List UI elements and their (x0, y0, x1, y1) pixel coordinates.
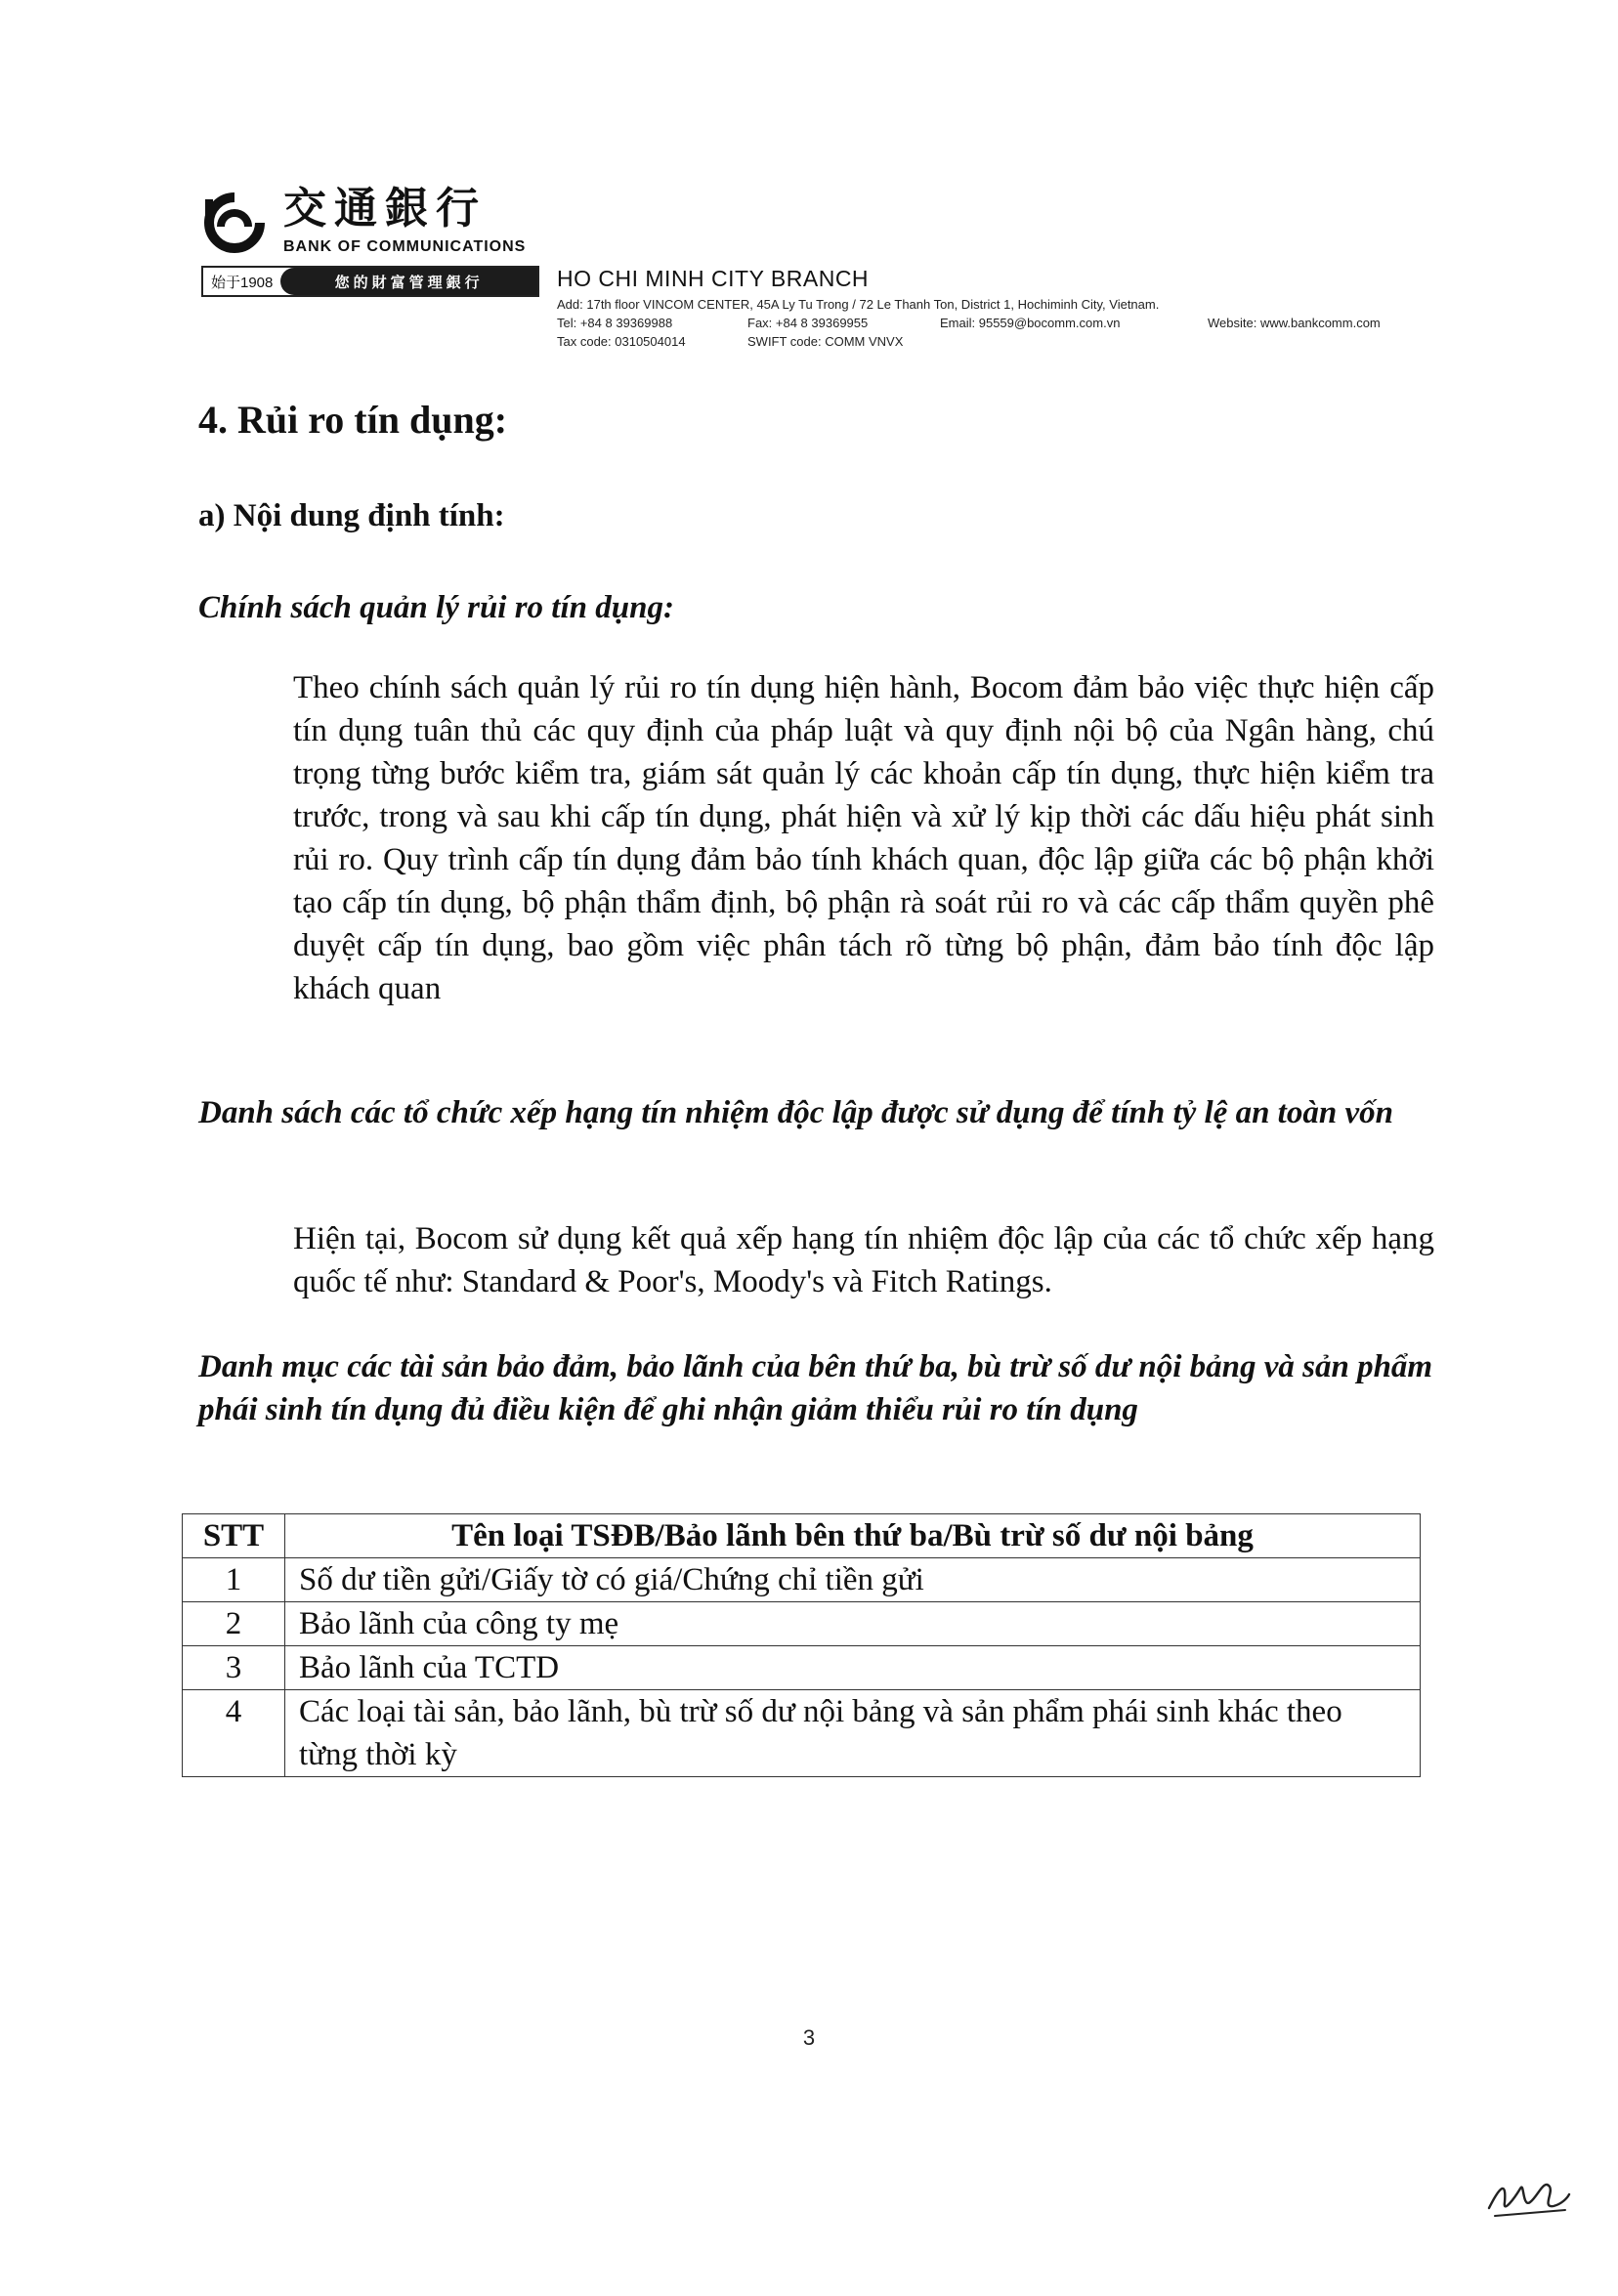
branch-fax: Fax: +84 8 39369955 (747, 316, 869, 330)
table-cell-stt: 1 (183, 1558, 285, 1602)
branch-address: Add: 17th floor VINCOM CENTER, 45A Ly Tu Trong / 72 Le Thanh Ton, District 1, Hochiminh City, Vietnam. (557, 297, 1160, 312)
table-header-row (183, 1514, 1421, 1558)
table-row (183, 1690, 1421, 1777)
branch-tel: Tel: +84 8 39369988 (557, 316, 673, 330)
bank-logo-icon (195, 191, 274, 254)
slogan-banner (201, 266, 539, 297)
branch-name: HO CHI MINH CITY BRANCH (557, 266, 870, 291)
slogan-text: 您的財富管理銀行 (280, 268, 537, 295)
logo-english-text: BANK OF COMMUNICATIONS (283, 238, 527, 255)
section-title: 4. Rủi ro tín dụng: (198, 398, 508, 442)
table-cell-type: Số dư tiền gửi/Giấy tờ có giá/Chứng chỉ tiền gửi (285, 1558, 1421, 1602)
table-cell-type: Các loại tài sản, bảo lãnh, bù trừ số dư nội bảng và sản phẩm phái sinh khác theo từng thời kỳ (285, 1690, 1421, 1777)
collateral-heading: Danh mục các tài sản bảo đảm, bảo lãnh của bên thứ ba, bù trừ số dư nội bảng và sản phẩm phái sinh tín dụng đủ điều kiện để ghi nhận giảm thiểu rủi ro tín dụng (198, 1349, 1433, 1427)
table-row (183, 1646, 1421, 1690)
table-row (183, 1558, 1421, 1602)
table-cell-stt: 4 (183, 1690, 285, 1777)
column-header-stt: STT (183, 1514, 285, 1558)
branch-email: Email: 95559@bocomm.com.vn (940, 316, 1121, 330)
branch-website: Website: www.bankcomm.com (1208, 316, 1381, 330)
slogan-year: 始于1908 (211, 274, 274, 291)
page-number: 3 (802, 2025, 816, 2050)
ratings-heading: Danh sách các tổ chức xếp hạng tín nhiệm độc lập được sử dụng để tính tỷ lệ an toàn vốn (198, 1095, 1393, 1130)
table-cell-type: Bảo lãnh của TCTD (285, 1646, 1421, 1690)
signature-icon (1485, 2159, 1573, 2228)
section-subtitle: a) Nội dung định tính: (198, 498, 505, 533)
policy-paragraph: Theo chính sách quản lý rủi ro tín dụng hiện hành, Bocom đảm bảo việc thực hiện cấp tín dụng tuân thủ các quy định của pháp luật và quy định nội bộ của Ngân hàng, chú trọng từng bước kiểm tra, giám sát quản lý các khoản cấp tín dụng, thực hiện kiểm tra trước, trong và sau khi cấp tín dụng, phát hiện và xử lý kịp thời các dấu hiệu phát sinh rủi ro. Quy trình cấp tín dụng đảm bảo tính khách quan, độc lập giữa các bộ phận khởi tạo cấp tín dụng, bộ phận thẩm định, bộ phận rà soát rủi ro và các cấp thẩm quyền phê duyệt cấp tín dụng, bao gồm việc phân tách rõ từng bộ phận, đảm bảo tính độc lập khách quan (293, 670, 1434, 1006)
branch-swift-code: SWIFT code: COMM VNVX (747, 334, 904, 349)
table-row (183, 1602, 1421, 1646)
ratings-paragraph: Hiện tại, Bocom sử dụng kết quả xếp hạng tín nhiệm độc lập của các tổ chức xếp hạng quốc tế như: Standard & Poor's, Moody's và Fitch Ratings. (293, 1221, 1434, 1299)
branch-tax-code: Tax code: 0310504014 (557, 334, 686, 349)
logo-chinese-text: 交通銀行 (283, 184, 487, 234)
table-cell-stt: 3 (183, 1646, 285, 1690)
table-cell-type: Bảo lãnh của công ty mẹ (285, 1602, 1421, 1646)
collateral-table (182, 1513, 1421, 1777)
policy-heading: Chính sách quản lý rủi ro tín dụng: (198, 590, 674, 625)
table-cell-stt: 2 (183, 1602, 285, 1646)
column-header-type: Tên loại TSĐB/Bảo lãnh bên thứ ba/Bù trừ số dư nội bảng (285, 1514, 1421, 1558)
